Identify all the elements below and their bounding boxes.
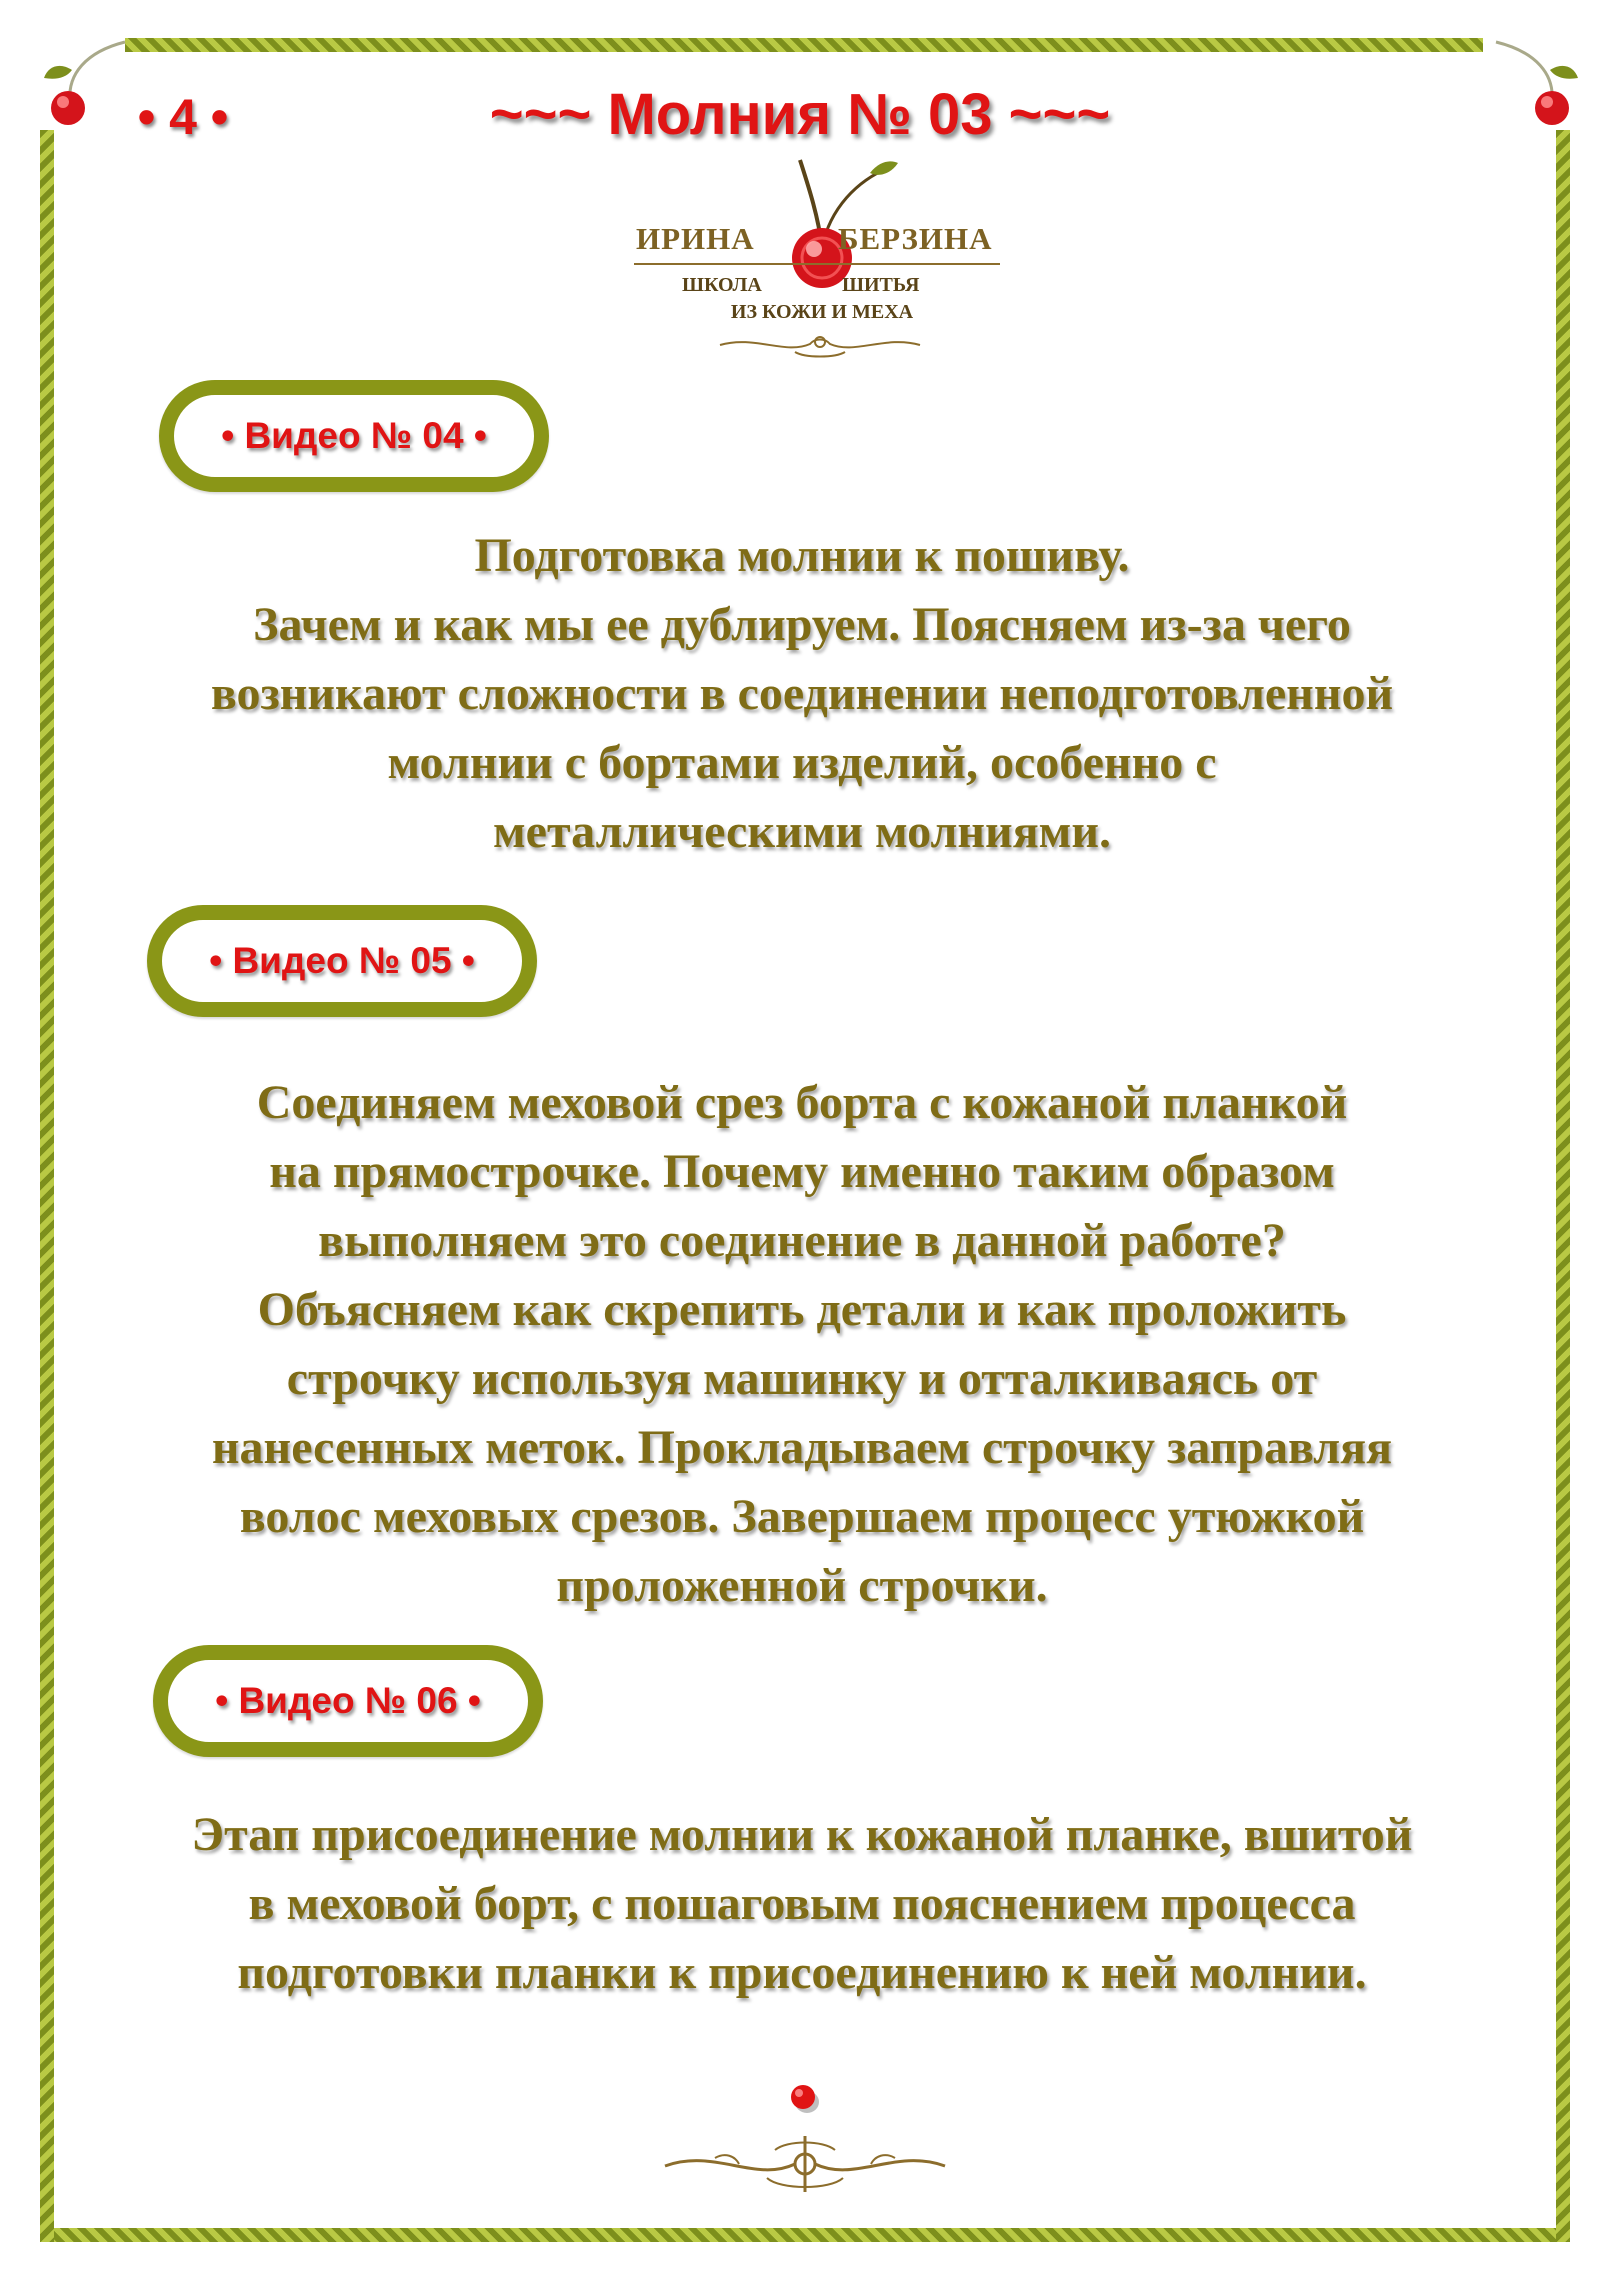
frame-left-border [40,130,54,2242]
logo-first-name: ИРИНА [636,221,755,256]
logo-divider [634,263,1000,265]
video-04-badge [159,380,549,492]
text-line: выполняем это соединение в данной работе? [318,1214,1286,1267]
text-line: Соединяем меховой срез борта с кожаной планкой [256,1076,1348,1129]
text-line: молнии с бортами изделий, особенно с [387,736,1217,789]
video-04-description [75,521,1529,866]
text-line: подготовки планки к присоединению к ней молнии. [237,1946,1367,1999]
video-05-badge [147,905,537,1017]
video-05-description [75,1068,1529,1620]
frame-bottom-border [40,2228,1570,2242]
text-line: металлическими молниями. [492,805,1112,858]
text-line: Зачем и как мы ее дублируем. Поясняем из-за чего [253,598,1351,651]
text-line: нанесенных меток. Прокладываем строчку заправляя [211,1421,1393,1474]
video-04-label: • Видео № 04 • [221,415,487,456]
page-title: ~~~ Молния № 03 ~~~ [489,82,1111,147]
frame-right-border [1556,130,1570,2242]
text-line: на прямострочке. Почему именно таким образом [269,1145,1335,1198]
frame-top-border [125,38,1483,52]
red-dot-icon [788,2082,820,2114]
text-line: в меховой борт, с пошаговым пояснением процесса [248,1877,1356,1930]
text-line: волос меховых срезов. Завершаем процесс утюжкой [239,1490,1365,1543]
text-line: Этап присоединение молнии к кожаной планке, вшитой [191,1808,1413,1861]
video-05-label: • Видео № 05 • [209,940,475,981]
logo-last-name: БЕРЗИНА [838,221,993,256]
text-line: проложенной строчки. [556,1559,1048,1612]
text-line: Подготовка молнии к пошиву. [474,529,1130,582]
video-06-label: • Видео № 06 • [215,1680,481,1721]
video-06-description [75,1800,1529,2007]
logo-school-text: ШКОЛА [682,274,762,296]
text-line: Объясняем как скрепить детали и как проложить [257,1283,1347,1336]
logo-sewing-text: ШИТЬЯ [842,274,920,296]
logo-subtitle: ИЗ КОЖИ И МЕХА [730,301,914,323]
ornament-icon [655,2128,955,2198]
cherry-icon [30,30,130,140]
page-number: • 4 • [137,89,229,145]
text-line: возникают сложности в соединении неподготовленной [210,667,1394,720]
video-06-badge [153,1645,543,1757]
cherry-icon [1490,30,1590,140]
text-line: строчку используя машинку и отталкиваясь от [286,1352,1318,1405]
ornament-icon [715,330,925,360]
school-logo [620,155,1010,365]
